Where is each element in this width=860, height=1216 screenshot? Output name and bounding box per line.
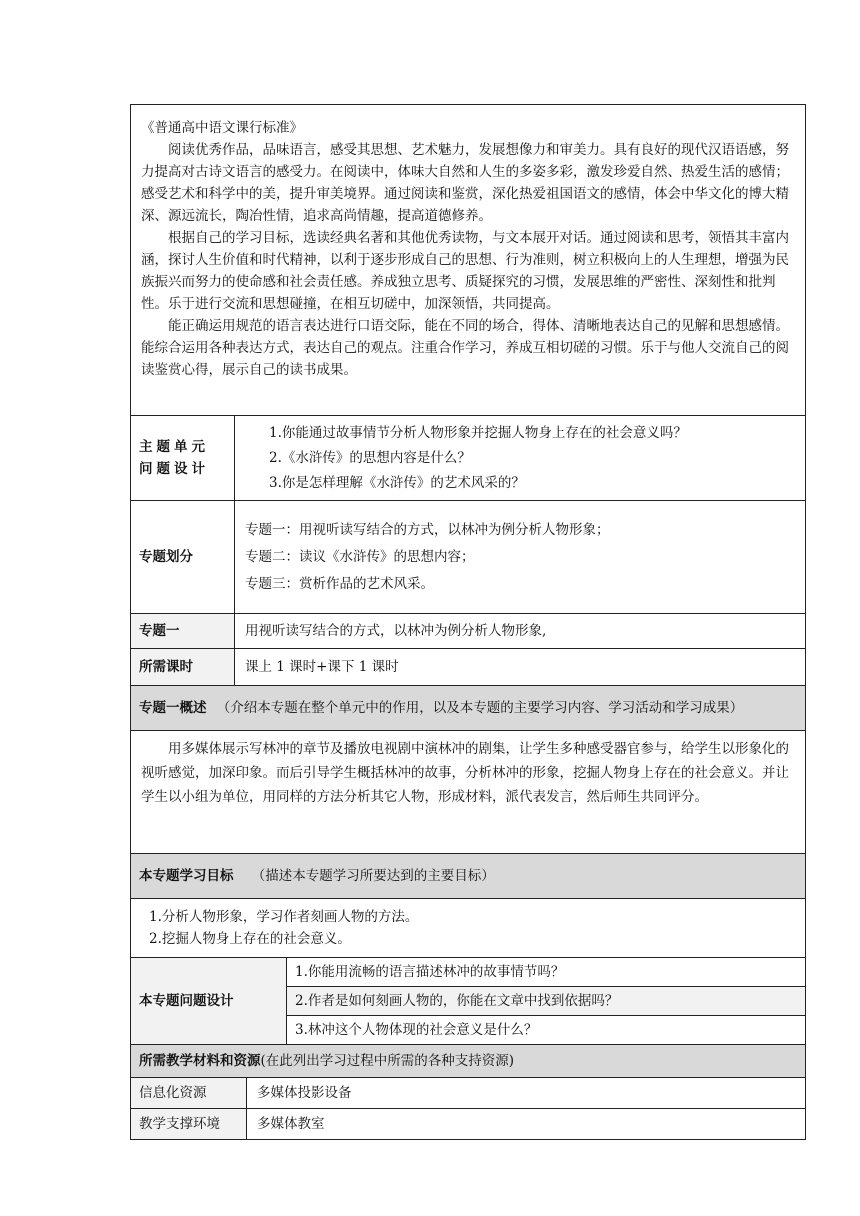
unit-questions-cell	[235, 416, 806, 501]
topic-questions-table	[130, 957, 806, 1045]
unit-question-2: 2.《水浒传》的思想内容是什么？	[269, 449, 471, 466]
goal-item-1: 1.分析人物形象，学习作者刻画人物的方法。	[149, 909, 419, 925]
resources-hint: (在此列出学习过程中所需的各种支持资源)	[260, 1053, 515, 1069]
resource-value-info: 多媒体投影设备	[247, 1078, 806, 1109]
overview-header	[131, 686, 806, 731]
hours-value: 课上 1 课时+课下 1 课时	[235, 649, 806, 686]
goals-hint: （描述本专题学习所要达到的主要目标）	[251, 868, 495, 884]
resource-label-info: 信息化资源	[131, 1078, 247, 1109]
goals-table	[130, 853, 806, 958]
topic-one-value: 用视听读写结合的方式，以林冲为例分析人物形象,	[235, 614, 806, 649]
topic-one-label: 专题一	[131, 614, 235, 649]
resources-table	[130, 1044, 806, 1140]
unit-question-3: 3.你是怎样理解《水浒传》的艺术风采的？	[269, 474, 525, 491]
goals-body	[131, 899, 806, 958]
overview-text: 用多媒体展示写林冲的章节及播放电视剧中演林冲的剧集，让学生多种感受器官参与，给学生以形象化的视听感觉，加深印象。而后引导学生概括林冲的故事，分析林冲的形象，挖掘人物身上存在的社会意义。并让学生以小组为单位，用同样的方法分析其它人物，形成材料，派代表发言，然后师生共同评分。	[141, 741, 789, 805]
goals-label: 本专题学习目标	[139, 868, 234, 884]
topic-question-3: 3.林冲这个人物体现的社会意义是什么？	[287, 1016, 806, 1045]
unit-questions-label: 主题单元问题设计	[131, 416, 235, 501]
resources-label: 所需教学材料和资源	[139, 1053, 261, 1069]
standard-cell	[131, 105, 806, 416]
topic-question-1: 1.你能用流畅的语言描述林冲的故事情节吗？	[287, 958, 806, 987]
goal-item-2: 2.挖掘人物身上存在的社会意义。	[149, 931, 351, 947]
topic-item-2: 专题二：读议《水浒传》的思想内容；	[245, 548, 475, 565]
lesson-plan-document	[130, 104, 806, 1140]
standard-paragraph-2: 根据自己的学习目标，选读经典名著和其他优秀读物，与文本展开对话。通过阅读和思考，领悟其丰富内涵，探讨人生价值和时代精神，以利于逐步形成自己的思想、行为准则，树立积极向上的人生理想，增强为民族振兴而努力的使命感和社会责任感。养成独立思考、质疑探究的习惯，发展思维的严密性、深刻性和批判性。乐于进行交流和思想碰撞，在相互切磋中，加深领悟，共同提高。	[141, 230, 789, 312]
overview-hint: （介绍本专题在整个单元中的作用，以及本专题的主要学习内容、学习活动和学习成果）	[216, 700, 744, 716]
standard-paragraph-3: 能正确运用规范的语言表达进行口语交际，能在不同的场合，得体、清晰地表达自己的见解和思想感情。能综合运用各种表达方式，表达自己的观点。注重合作学习，养成互相切磋的习惯。乐于与他人交流自己的阅读鉴赏心得，展示自己的读书成果。	[141, 318, 789, 378]
unit-question-1: 1.你能通过故事情节分析人物形象并挖掘人物身上存在的社会意义吗？	[269, 424, 687, 441]
resources-header	[131, 1045, 806, 1078]
standard-paragraph-1: 阅读优秀作品，品味语言，感受其思想、艺术魅力，发展想像力和审美力。具有良好的现代汉语语感，努力提高对古诗文语言的感受力。在阅读中，体味大自然和人生的多姿多彩，激发珍爱自然、热爱生活的感情；感受艺术和科学中的美，提升审美境界。通过阅读和鉴赏，深化热爱祖国语文的感情，体会中华文化的博大精深、源远流长，陶冶性情，追求高尚情趣，提高道德修养。	[141, 142, 789, 224]
overview-label: 专题一概述	[139, 700, 207, 716]
topic-item-3: 专题三：赏析作品的艺术风采。	[245, 575, 434, 592]
topics-cell	[235, 501, 806, 614]
standard-table	[130, 104, 806, 416]
topics-table	[130, 500, 806, 614]
standard-title: 《普通高中语文课行标准》	[141, 120, 303, 136]
topics-label: 专题划分	[131, 501, 235, 614]
topic-one-table	[130, 613, 806, 686]
topic-question-2: 2.作者是如何刻画人物的，你能在文章中找到依据吗？	[287, 987, 806, 1016]
resource-value-environment: 多媒体教室	[247, 1109, 806, 1140]
overview-table	[130, 685, 806, 854]
unit-questions-table	[130, 415, 806, 501]
topic-item-1: 专题一：用视听读写结合的方式，以林冲为例分析人物形象；	[245, 521, 610, 538]
goals-header	[131, 854, 806, 899]
topic-questions-label: 本专题问题设计	[131, 958, 287, 1045]
overview-body	[131, 731, 806, 854]
hours-label: 所需课时	[131, 649, 235, 686]
resource-label-environment: 教学支撑环境	[131, 1109, 247, 1140]
